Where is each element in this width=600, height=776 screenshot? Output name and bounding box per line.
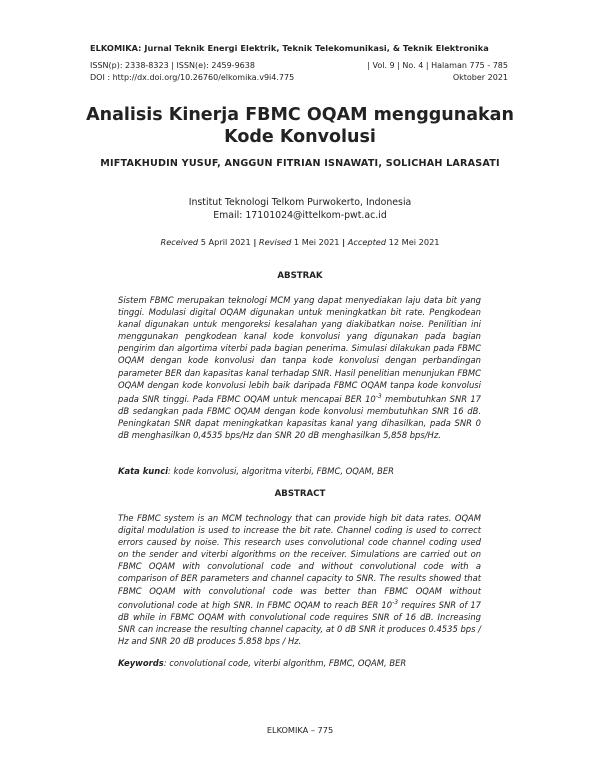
received-label: Received (160, 237, 199, 247)
accepted-label: Accepted (347, 237, 387, 247)
revised-date: 1 Mei 2021 (293, 237, 340, 247)
kata-kunci-text: : kode konvolusi, algoritma viterbi, FBMC, OQAM, BER (168, 466, 394, 476)
institution: Institut Teknologi Telkom Purwokerto, Indonesia (188, 197, 412, 208)
kata-kunci-label: Kata kunci (118, 466, 169, 476)
abstract-text: The FBMC system is an MCM technology that can provide high bit data rates. OQAM digital modulation is used to increase the bit rate. Channel coding is used to correct errors caused by noise. This research uses convolutional code channel coding used on the sender and viterbi algorithms on the receiver. Simulations are carried out on FBMC OQAM with convolutional code and without convolutional code with a comparison of BER parameters and channel capacity to SNR. The results showed that FBMC OQAM with convolutional code was better than FBMC OQAM without convolutional code at high SNR. In FBMC OQAM to reach BER $10^{-3}$ requires SNR of 17 dB while in FBMC OQAM with convolutional code requires SNR of 16 dB. Increasing SNR can increase the resulting channel capacity, at 0 dB SNR it produces 0.4535 bps / Hz and SNR 20 dB produces 5.858 bps / Hz. (118, 513, 481, 646)
abstract-heading: ABSTRACT (274, 489, 326, 499)
email: Email: 17101024@ittelkom-pwt.ac.id (213, 210, 387, 221)
page-footer: ELKOMIKA – 775 (266, 725, 334, 735)
received-date: 5 April 2021 (200, 237, 251, 247)
issn: ISSN(p): 2338-8323 | ISSN(e): 2459-9638 (90, 61, 255, 70)
accepted-date: 12 Mei 2021 (388, 237, 440, 247)
issue-date: Oktober 2021 (452, 73, 508, 82)
journal-name: ELKOMIKA: Jurnal Teknik Energi Elektrik, Teknik Telekomunikasi, & Teknik Elektronika (90, 43, 489, 53)
keywords (118, 657, 481, 669)
doi: DOI : http://dx.doi.org/10.26760/elkomika.v9i4.775 (90, 73, 295, 82)
abstrak-text: Sistem FBMC merupakan teknologi MCM yang dapat menyediakan laju data bit yang tinggi. Modulasi digital OQAM digunakan untuk meningkatkan bit rate. Pengkodean kanal digunakan untuk mengoreksi kesalahan yang diakibatkan noise. Penilitian ini menggunakan pengkodean kanal kode konvolusi yang digunakan pada bagian pengirim dan algortima viterbi pada bagian penerima. Simulasi dilakukan pada FBMC OQAM dengan kode konvolusi dan tanpa kode konvolusi dengan perbandingan parameter BER dan kapasitas kanal terhadap SNR. Hasil penelitian menunjukan FBMC OQAM dengan kode konvolusi lebih baik daripada FBMC OQAM tanpa kode konvolusi pada SNR tinggi. Pada FBMC OQAM untuk mencapai BER $10^{-3}$ membutuhkan SNR 17 dB sedangkan pada FBMC OQAM dengan kode konvolusi membutuhkan SNR 16 dB. Peningkatan SNR dapat meningkatkan kapasitas kanal yang dihasilkan, pada SNR 0 dB menghasilkan 0,4535 bps/Hz dan SNR 20 dB menghasilkan 5,858 bps/Hz. (118, 295, 482, 440)
affiliation (100, 196, 500, 222)
keywords-label: Keywords (118, 658, 164, 668)
abstrak-heading: ABSTRAK (277, 271, 323, 281)
kata-kunci (118, 465, 481, 477)
history-dates (100, 237, 500, 247)
volume-info: | Vol. 9 | No. 4 | Halaman 775 - 785 (367, 61, 508, 70)
keywords-text: : convolutional code, viterbi algorithm, FBMC, OQAM, BER (163, 658, 407, 668)
paper-title: Analisis Kinerja FBMC OQAM menggunakan Kode Konvolusi (86, 105, 514, 147)
authors: MIFTAKHUDIN YUSUF, ANGGUN FITRIAN ISNAWATI, SOLICHAH LARASATI (100, 158, 500, 169)
separator: | (253, 237, 257, 247)
revised-label: Revised (258, 237, 292, 247)
separator: | (342, 237, 346, 247)
